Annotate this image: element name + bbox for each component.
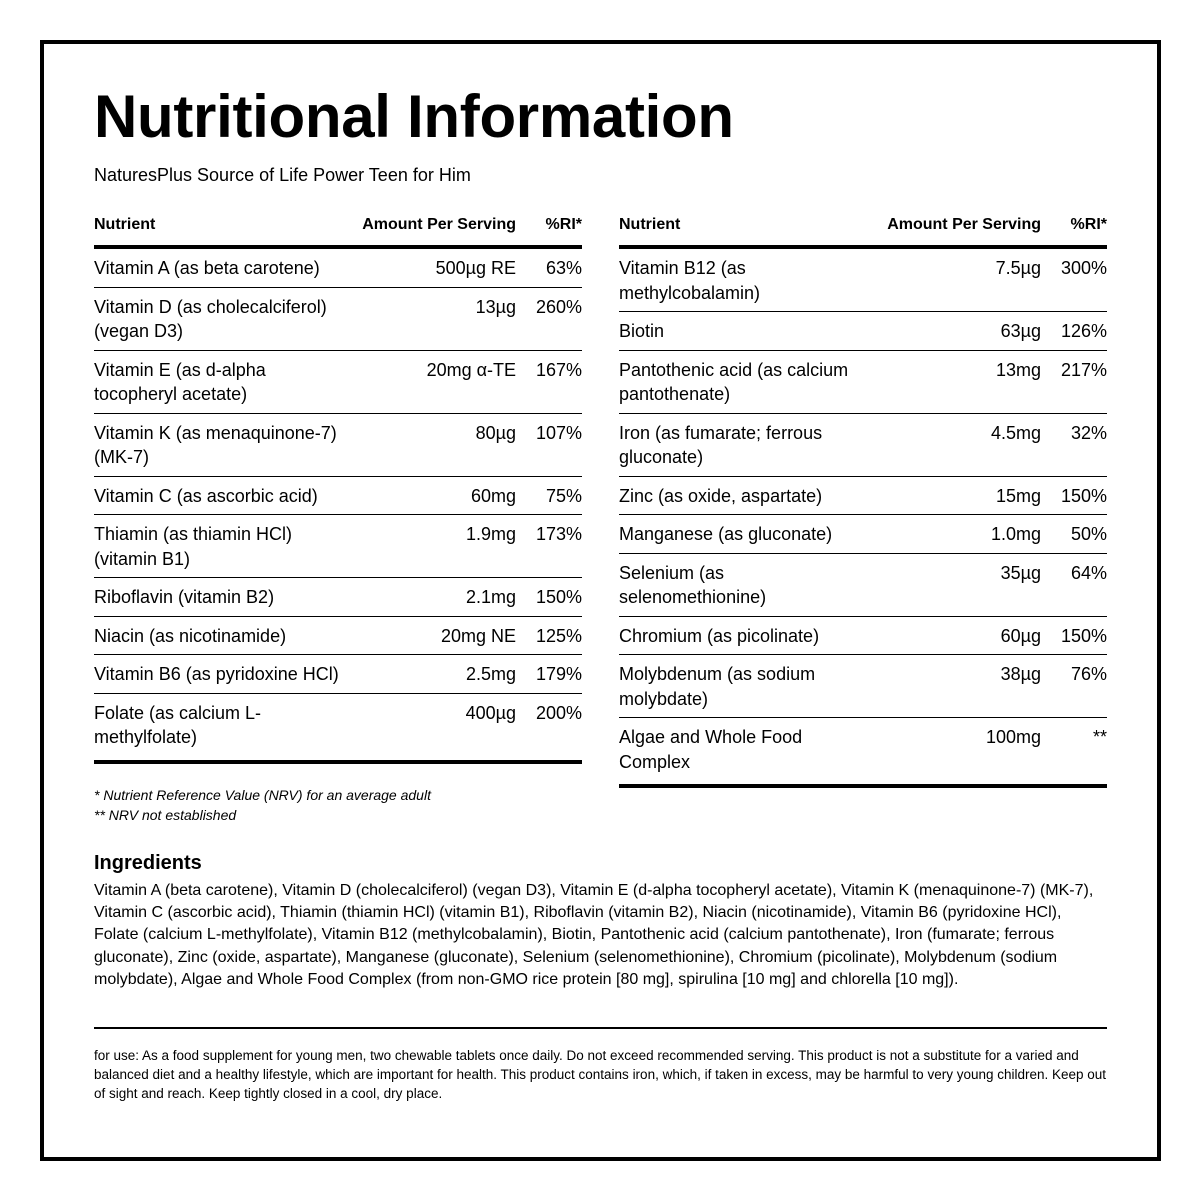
- table-row: [94, 351, 582, 414]
- nutrient-name: Algae and Whole Food Complex: [619, 727, 803, 772]
- nutrient-amount: 500µg RE: [435, 258, 516, 278]
- header-ri: %RI*: [545, 216, 582, 233]
- footnotes: [94, 785, 431, 825]
- nutrient-ri: 260%: [535, 296, 582, 317]
- nutrient-table-right: [619, 213, 1107, 788]
- header-amount: Amount Per Serving: [887, 216, 1041, 233]
- nutrient-ri: 167%: [535, 359, 582, 380]
- divider: [94, 1027, 1107, 1029]
- nutrient-amount: 38µg: [1000, 664, 1041, 684]
- nutrient-name: Vitamin D (as cholecalciferol) (vegan D3): [94, 296, 327, 341]
- header-amount: Amount Per Serving: [362, 216, 516, 233]
- nutrient-ri: 63%: [545, 258, 582, 278]
- table-row: [94, 249, 582, 288]
- header-nutrient: Nutrient: [94, 216, 156, 233]
- nutrient-ri: 32%: [1070, 422, 1107, 443]
- table-row: [94, 617, 582, 656]
- nutrient-ri: 76%: [1070, 664, 1107, 684]
- table-header: [94, 213, 582, 249]
- table-row: [619, 351, 1107, 414]
- nutrient-amount: 13mg: [995, 359, 1041, 380]
- nutrient-name: Vitamin B6 (as pyridoxine HCl): [94, 664, 339, 684]
- nutrient-ri: 50%: [1070, 524, 1107, 544]
- nutrient-name: Chromium (as picolinate): [619, 625, 820, 646]
- nutrient-name: Thiamin (as thiamin HCl) (vitamin B1): [94, 524, 293, 569]
- nutrient-amount: 20mg NE: [440, 625, 516, 646]
- header-nutrient: Nutrient: [619, 216, 681, 233]
- footnote-not-established: ** NRV not established: [94, 807, 237, 823]
- nutrient-amount: 100mg: [985, 727, 1041, 747]
- nutrient-ri: 107%: [535, 422, 582, 443]
- table-row: [619, 554, 1107, 617]
- table-row: [94, 694, 582, 764]
- nutrient-amount: 15mg: [995, 485, 1041, 506]
- nutrient-table-left: [94, 213, 582, 764]
- product-name: NaturesPlus Source of Life Power Teen for Him: [94, 165, 471, 185]
- nutrient-ri: 150%: [535, 587, 582, 607]
- nutrient-amount: 400µg: [465, 702, 516, 723]
- header-ri: %RI*: [1070, 216, 1107, 233]
- nutrient-amount: 2.5mg: [465, 664, 516, 684]
- nutrient-name: Vitamin C (as ascorbic acid): [94, 485, 318, 506]
- table-row: [619, 414, 1107, 477]
- table-row: [619, 477, 1107, 516]
- table-row: [94, 477, 582, 516]
- table-row: [94, 414, 582, 477]
- table-row: [619, 312, 1107, 351]
- table-row: [619, 249, 1107, 312]
- nutrient-name: Vitamin A (as beta carotene): [94, 258, 320, 278]
- nutrient-name: Iron (as fumarate; ferrous gluconate): [619, 422, 823, 467]
- nutrient-name: Riboflavin (vitamin B2): [94, 587, 275, 607]
- nutrient-amount: 20mg α-TE: [426, 359, 516, 380]
- table-row: [619, 617, 1107, 656]
- nutrient-name: Vitamin K (as menaquinone-7) (MK-7): [94, 422, 337, 467]
- nutrient-amount: 80µg: [475, 422, 516, 443]
- nutrient-ri: 179%: [535, 664, 582, 684]
- nutrient-ri: 150%: [1060, 625, 1107, 646]
- nutrient-ri: 64%: [1070, 562, 1107, 583]
- table-body: [619, 249, 1107, 788]
- nutrient-name: Manganese (as gluconate): [619, 524, 833, 544]
- table-row: [94, 515, 582, 578]
- table-body: [94, 249, 582, 764]
- nutrient-ri: 200%: [535, 702, 582, 723]
- nutrient-ri: **: [1092, 727, 1107, 747]
- nutrient-amount: 60µg: [1000, 625, 1041, 646]
- nutrient-name: Biotin: [619, 321, 665, 341]
- table-header: [619, 213, 1107, 249]
- nutrient-amount: 2.1mg: [465, 587, 516, 607]
- nutrient-amount: 13µg: [475, 296, 516, 317]
- nutrient-amount: 1.9mg: [465, 524, 516, 544]
- table-row: [94, 578, 582, 617]
- table-row: [94, 655, 582, 694]
- nutrient-ri: 173%: [535, 524, 582, 544]
- page-title: Nutritional Information: [94, 83, 734, 150]
- nutrient-ri: 126%: [1060, 321, 1107, 341]
- table-row: [619, 515, 1107, 554]
- nutrient-name: Zinc (as oxide, aspartate): [619, 485, 823, 506]
- nutrient-name: Pantothenic acid (as calcium pantothenate): [619, 359, 849, 404]
- nutrient-name: Folate (as calcium L-methylfolate): [94, 702, 262, 747]
- nutrient-name: Molybdenum (as sodium molybdate): [619, 664, 816, 709]
- table-row: [619, 718, 1107, 788]
- table-row: [619, 655, 1107, 718]
- nutrient-amount: 7.5µg: [995, 258, 1041, 278]
- nutrient-ri: 150%: [1060, 485, 1107, 506]
- nutrient-name: Vitamin E (as d-alpha tocopheryl acetate): [94, 359, 266, 404]
- footnote-nrv: * Nutrient Reference Value (NRV) for an average adult: [94, 787, 431, 803]
- nutrient-ri: 300%: [1060, 258, 1107, 278]
- nutrient-amount: 4.5mg: [990, 422, 1041, 443]
- nutrient-ri: 125%: [535, 625, 582, 646]
- nutrient-name: Niacin (as nicotinamide): [94, 625, 287, 646]
- ingredients-heading: Ingredients: [94, 852, 202, 874]
- usage-directions: for use: As a food supplement for young men, two chewable tablets once daily. Do not exceed recommended serving. This product is not a substitute for a varied and balanced diet and a healthy lifestyle, which are important for health. This product contains iron, which, if taken in excess, may be harmful to very young children. Keep out of sight and reach. Keep tightly closed in a cool, dry place.: [94, 1048, 1107, 1101]
- nutrient-amount: 63µg: [1000, 321, 1041, 341]
- nutrient-name: Vitamin B12 (as methylcobalamin): [619, 258, 761, 303]
- nutrient-ri: 75%: [545, 485, 582, 506]
- nutrient-amount: 60mg: [470, 485, 516, 506]
- ingredients-text: Vitamin A (beta carotene), Vitamin D (cholecalciferol) (vegan D3), Vitamin E (d-alpha tocopheryl acetate), Vitamin K (menaquinone-7) (MK-7), Vitamin C (ascorbic acid), Thiamin (thiamin HCl) (vitamin B1), Riboflavin (vitamin B2), Niacin (nicotinamide), Vitamin B6 (pyridoxine HCl), Folate (calcium L-methylfolate), Vitamin B12 (methylcobalamin), Biotin, Pantothenic acid (calcium pantothenate), Iron (fumarate; ferrous gluconate), Zinc (oxide, aspartate), Manganese (gluconate), Selenium (selenomethionine), Chromium (picolinate), Molybdenum (sodium molybdate), Algae and Whole Food Complex (from non-GMO rice protein [80 mg], spirulina [10 mg] and chlorella [10 mg]).: [94, 882, 1094, 988]
- nutrient-amount: 35µg: [1000, 562, 1041, 583]
- nutrient-amount: 1.0mg: [990, 524, 1041, 544]
- table-row: [94, 288, 582, 351]
- nutrient-ri: 217%: [1060, 359, 1107, 380]
- nutrient-name: Selenium (as selenomethionine): [619, 562, 767, 607]
